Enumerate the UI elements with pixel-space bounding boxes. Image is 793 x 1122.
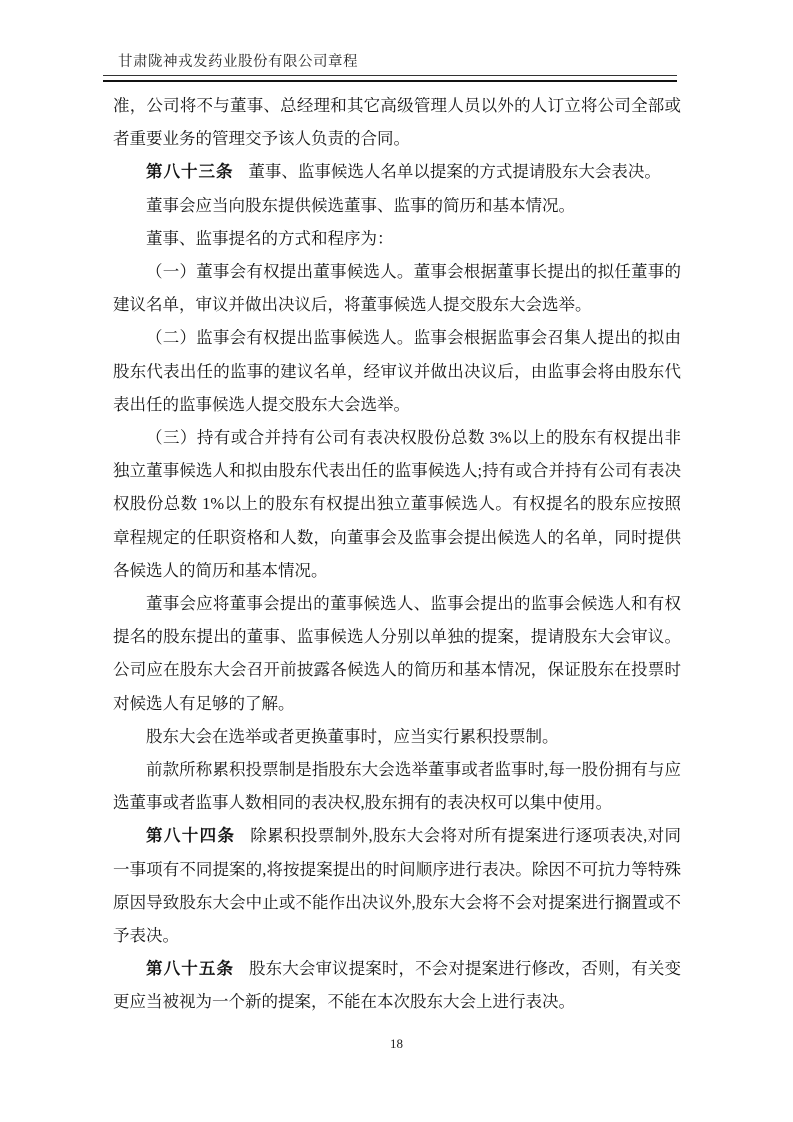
paragraph-text: （一）董事会有权提出董事候选人。董事会根据董事长提出的拟任董事的建议名单，审议并做出决议后，将董事候选人提交股东大会选举。 <box>113 262 681 315</box>
paragraph <box>113 189 681 222</box>
article-number: 第八十三条 <box>146 162 234 182</box>
paragraph-text: 董事会应当向股东提供候选董事、监事的简历和基本情况。 <box>146 195 575 215</box>
paragraph-text: 股东大会审议提案时，不会对提案进行修改，否则，有关变更应当被视为一个新的提案，不能在本次股东大会上进行表决。 <box>113 959 681 1012</box>
paragraph <box>113 720 681 753</box>
paragraph-text: 董事、监事候选人名单以提案的方式提请股东大会表决。 <box>248 162 661 182</box>
paragraph <box>113 321 681 421</box>
paragraph <box>113 753 681 819</box>
document-body <box>113 89 681 1019</box>
page-header <box>103 50 677 82</box>
paragraph-text: （二）监事会有权提出监事候选人。监事会根据监事会召集人提出的拟由股东代表出任的监事的建议名单，经审议并做出决议后，由监事会将由股东代表出任的监事候选人提交股东大会选举。 <box>113 328 681 414</box>
paragraph <box>113 819 681 952</box>
paragraph <box>113 89 681 155</box>
paragraph <box>113 587 681 720</box>
page-number: 18 <box>390 1036 403 1051</box>
header-rule <box>103 75 677 82</box>
paragraph <box>113 222 681 255</box>
paragraph-text: （三）持有或合并持有公司有表决权股份总数 3%以上的股东有权提出非独立董事候选人和拟由股东代表出任的监事候选人;持有或合并持有公司有表决权股份总数 1%以上的股东有权提出独立董事候选人。有权提名的股东应按照章程规定的任职资格和人数，向董事会及监事会提出候选人的名单，同时提供各候选人的简历和基本情况。 <box>113 428 681 580</box>
paragraph-text: 董事会应将董事会提出的董事候选人、监事会提出的监事会候选人和有权提名的股东提出的董事、监事候选人分别以单独的提案，提请股东大会审议。公司应在股东大会召开前披露各候选人的简历和基本情况，保证股东在投票时对候选人有足够的了解。 <box>113 594 681 713</box>
paragraph <box>113 155 681 188</box>
paragraph-text: 股东大会在选举或者更换董事时，应当实行累积投票制。 <box>146 726 559 746</box>
paragraph-text: 董事、监事提名的方式和程序为： <box>146 228 394 248</box>
article-number: 第八十五条 <box>146 959 235 979</box>
page-footer <box>0 1036 793 1052</box>
paragraph <box>113 255 681 321</box>
paragraph-text: 前款所称累积投票制是指股东大会选举董事或者监事时,每一股份拥有与应选董事或者监事人数相同的表决权,股东拥有的表决权可以集中使用。 <box>113 760 681 813</box>
article-number: 第八十四条 <box>146 826 236 846</box>
header-title: 甘肃陇神戎发药业股份有限公司章程 <box>118 54 358 70</box>
paragraph-text: 准，公司将不与董事、总经理和其它高级管理人员以外的人订立将公司全部或者重要业务的管理交予该人负责的合同。 <box>113 96 681 149</box>
paragraph-text: 除累积投票制外,股东大会将对所有提案进行逐项表决,对同一事项有不同提案的,将按提案提出的时间顺序进行表决。除因不可抗力等特殊原因导致股东大会中止或不能作出决议外,股东大会将不会对提案进行搁置或不予表决。 <box>113 826 682 946</box>
paragraph <box>113 952 681 1018</box>
paragraph <box>113 421 681 587</box>
